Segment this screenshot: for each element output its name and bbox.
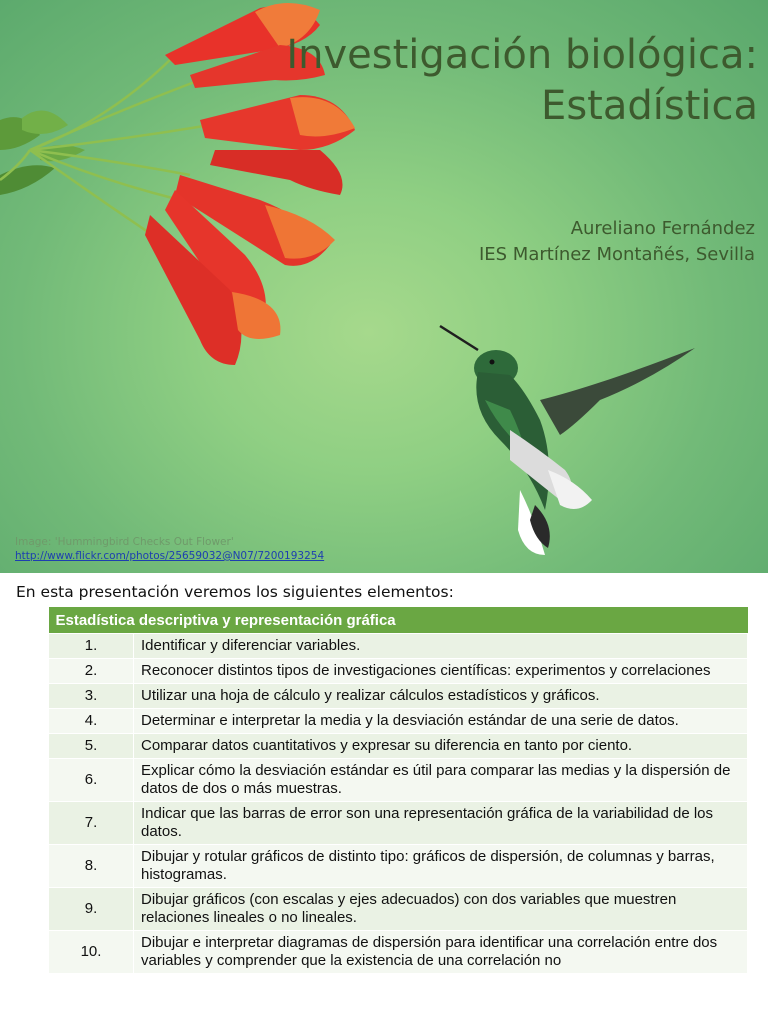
table-row xyxy=(49,888,748,931)
table-row xyxy=(49,802,748,845)
row-text: Identificar y diferenciar variables. xyxy=(134,634,748,659)
row-text: Utilizar una hoja de cálculo y realizar cálculos estadísticos y gráficos. xyxy=(134,684,748,709)
row-text: Determinar e interpretar la media y la desviación estándar de una serie de datos. xyxy=(134,709,748,734)
table-row xyxy=(49,634,748,659)
table-row xyxy=(49,659,748,684)
row-number: 3. xyxy=(49,684,134,709)
image-credit xyxy=(15,535,324,563)
table-row xyxy=(49,759,748,802)
row-number: 7. xyxy=(49,802,134,845)
row-text: Dibujar e interpretar diagramas de dispersión para identificar una correlación entre dos variables y comprender que la existencia de una correlación no xyxy=(134,931,748,974)
slide-title xyxy=(286,30,758,132)
row-number: 9. xyxy=(49,888,134,931)
row-number: 1. xyxy=(49,634,134,659)
title-line-2: Estadística xyxy=(541,83,758,129)
title-line-1: Investigación biológica: xyxy=(286,32,758,78)
row-number: 2. xyxy=(49,659,134,684)
table-row xyxy=(49,734,748,759)
table-row xyxy=(49,931,748,974)
table-row xyxy=(49,845,748,888)
hummingbird-icon xyxy=(440,326,695,555)
table-row xyxy=(49,709,748,734)
table-header: Estadística descriptiva y representación gráfica xyxy=(49,607,748,634)
row-text: Indicar que las barras de error son una representación gráfica de la variabilidad de los datos. xyxy=(134,802,748,845)
row-number: 8. xyxy=(49,845,134,888)
image-caption: Image: 'Hummingbird Checks Out Flower' xyxy=(15,536,234,548)
institution-name: IES Martínez Montañés, Sevilla xyxy=(478,244,755,265)
row-text: Dibujar y rotular gráficos de distinto tipo: gráficos de dispersión, de columnas y barras, histogramas. xyxy=(134,845,748,888)
row-number: 10. xyxy=(49,931,134,974)
row-number: 6. xyxy=(49,759,134,802)
author-block xyxy=(479,216,755,268)
row-number: 4. xyxy=(49,709,134,734)
row-text: Explicar cómo la desviación estándar es útil para comparar las medias y la dispersión de datos de dos o más muestras. xyxy=(134,759,748,802)
row-text: Reconocer distintos tipos de investigaciones científicas: experimentos y correlaciones xyxy=(134,659,748,684)
table-header-row xyxy=(49,607,748,634)
intro-text: En esta presentación veremos los siguientes elementos: xyxy=(16,583,454,601)
row-text: Comparar datos cuantitativos y expresar su diferencia en tanto por ciento. xyxy=(134,734,748,759)
table-row xyxy=(49,684,748,709)
image-source-link[interactable]: http://www.flickr.com/photos/25659032@N07/7200193254 xyxy=(15,550,325,562)
author-name: Aureliano Fernández xyxy=(570,218,755,239)
row-text: Dibujar gráficos (con escalas y ejes adecuados) con dos variables que muestren relaciones lineales o no lineales. xyxy=(134,888,748,931)
row-number: 5. xyxy=(49,734,134,759)
objectives-table xyxy=(48,607,748,974)
